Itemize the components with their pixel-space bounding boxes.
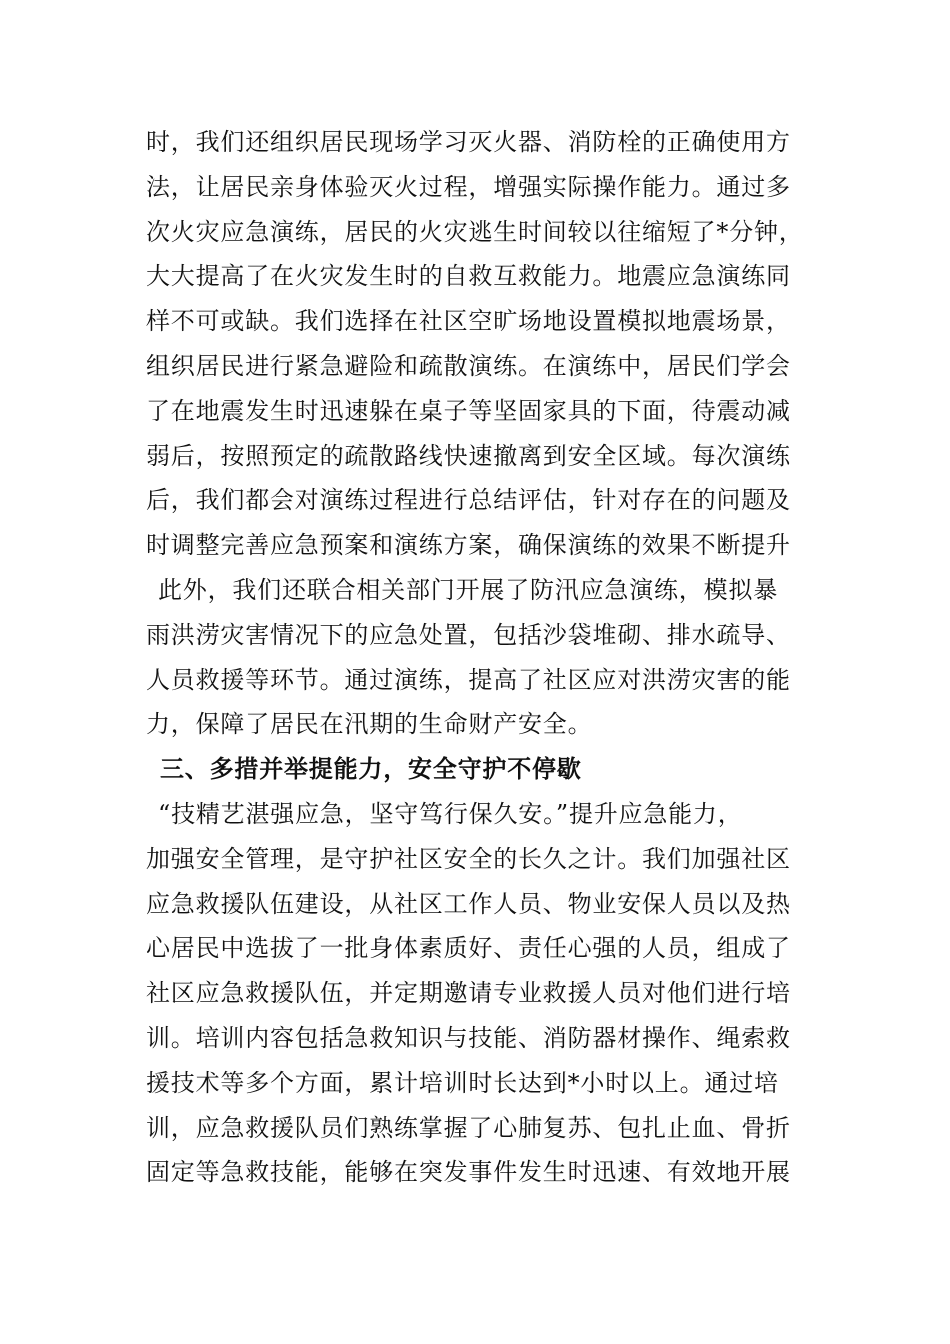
paragraph-rescue-team — [146, 792, 816, 1195]
text-line: 固定等急救技能，能够在突发事件发生时迅速、有效地开展 — [146, 1158, 791, 1187]
section-heading: 三、多措并举提能力，安全守护不停歇 — [160, 755, 582, 784]
text-line: 训，应急救援队员们熟练掌握了心肺复苏、包扎止血、骨折 — [146, 1113, 791, 1142]
paragraph-fire-earthquake-drills — [146, 120, 816, 568]
text-line: 弱后，按照预定的疏散路线快速撤离到安全区域。每次演练 — [146, 441, 791, 470]
text-line: 后，我们都会对演练过程进行总结评估，针对存在的问题及 — [146, 486, 791, 515]
text-line: 大大提高了在火灾发生时的自救互救能力。地震应急演练同 — [146, 262, 791, 291]
text-line: 时，我们还组织居民现场学习灭火器、消防栓的正确使用方 — [146, 128, 791, 156]
text-line: 法，让居民亲身体验灭火过程，增强实际操作能力。通过多 — [146, 172, 791, 201]
text-line: 雨洪涝灾害情况下的应急处置，包括沙袋堆砌、排水疏导、 — [146, 620, 791, 649]
text-line: 应急救援队伍建设，从社区工作人员、物业安保人员以及热 — [146, 889, 791, 918]
text-line: 心居民中选拔了一批身体素质好、责任心强的人员，组成了 — [146, 934, 791, 963]
text-line: 人员救援等环节。通过演练，提高了社区应对洪涝灾害的能 — [146, 665, 791, 694]
text-line: 援技术等多个方面，累计培训时长达到*小时以上。通过培 — [146, 1068, 779, 1097]
text-line: 组织居民进行紧急避险和疏散演练。在演练中，居民们学会 — [146, 351, 791, 380]
document-body — [146, 120, 816, 1195]
text-line: 力，保障了居民在汛期的生命财产安全。 — [146, 710, 593, 739]
paragraph-flood-drills — [146, 568, 816, 747]
text-line: 样不可或缺。我们选择在社区空旷场地设置模拟地震场景， — [146, 307, 791, 336]
text-line: 加强安全管理，是守护社区安全的长久之计。我们加强社区 — [146, 844, 791, 873]
text-line: 此外，我们还联合相关部门开展了防汛应急演练，模拟暴 — [158, 575, 778, 604]
text-line: 训。培训内容包括急救知识与技能、消防器材操作、绳索救 — [146, 1023, 791, 1052]
text-line: 时调整完善应急预案和演练方案，确保演练的效果不断提升 — [146, 531, 791, 560]
text-line: 社区应急救援队伍，并定期邀请专业救援人员对他们进行培 — [146, 979, 791, 1008]
text-line: 了在地震发生时迅速躲在桌子等坚固家具的下面，待震动减 — [146, 396, 791, 425]
text-line: “技精艺湛强应急，坚守笃行保久安。”提升应急能力， — [158, 799, 743, 828]
text-line: 次火灾应急演练，居民的火灾逃生时间较以往缩短了*分钟， — [146, 217, 804, 246]
